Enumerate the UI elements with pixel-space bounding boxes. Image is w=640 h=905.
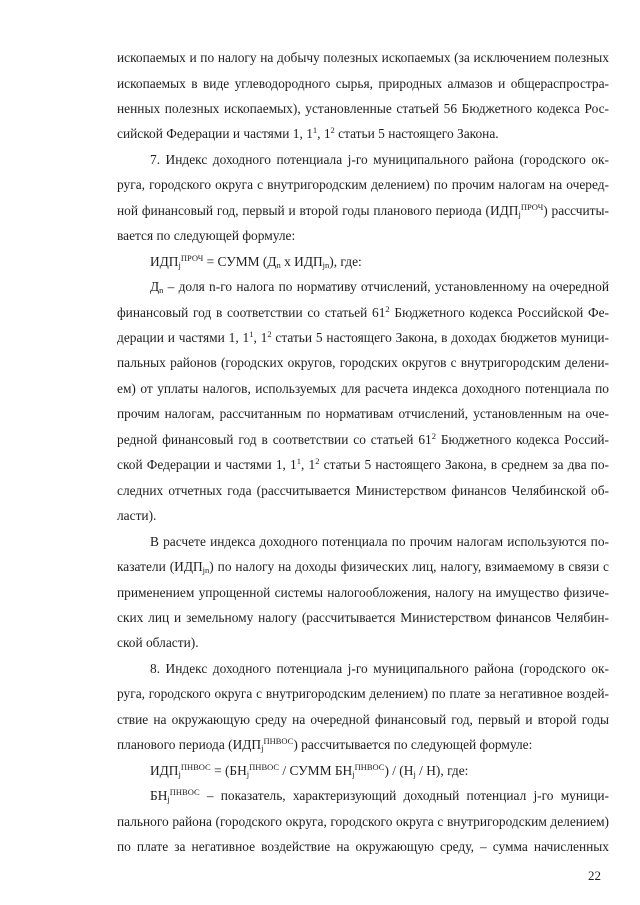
page-number: 22 (588, 868, 601, 883)
text-line: следних отчетных года (рассчитывается Министерством финансов Челябинской об- (117, 482, 609, 498)
text-line: применением упрощенной системы налогообложения, налогу на имущество физиче- (117, 584, 609, 600)
text-line: финансовый год в соответствии со статьей $61^2$ Бюджетного кодекса Российской Фе- (117, 303, 610, 320)
text-line: ских лиц и земельному налогу (рассчитывается Министерством финансов Челябин- (117, 609, 609, 625)
text-line: ской области). (117, 635, 199, 651)
text-line: ской Федерации и частями 1, $1^1$, $1^2$ статьи 5 настоящего Закона, в среднем за два по- (117, 456, 610, 473)
text-line: прочим налогам, рассчитанным по нормативам отчислений, установленным на оче- (117, 406, 609, 422)
text-line: пального района (городского округа, городского округа с внутригородским делением) (117, 813, 609, 829)
text-line: $Д_n$ – доля n-го налога по нормативу отчислений, установленному на очередной (150, 279, 609, 296)
text-line: ископаемых в виде углеводородного сырья, природных алмазов и общераспростра- (117, 75, 609, 91)
formula-line: $ИДП_j^{ПРОЧ}$ = СУММ ($Д_n$ x $ИДП_{jn}$), где: (150, 252, 362, 270)
text-line: В расчете индекса доходного потенциала по прочим налогам используются по- (150, 533, 609, 549)
text-line: ископаемых и по налогу на добычу полезных ископаемых (за исключением полезных (117, 50, 609, 65)
text-line: пальных районов (городских округов, городских округов с внутригородским делени- (117, 355, 609, 371)
text-line: вается по следующей формуле: (117, 228, 296, 244)
text-line: ненных полезных ископаемых), установленные статьей 56 Бюджетного кодекса Рос- (117, 100, 609, 116)
text-line: редной финансовый год в соответствии со статьей $61^2$ Бюджетного кодекса Россий- (117, 430, 609, 447)
text-line: ствие на окружающую среду на очередной финансовый год, первый и второй годы (117, 711, 609, 727)
text-line: 8. Индекс доходного потенциала j-го муниципального района (городского ок- (150, 660, 609, 676)
text-line: 7. Индекс доходного потенциала j-го муниципального района (городского ок- (150, 151, 609, 167)
text-line: по плате за негативное воздействие на окружающую среду, – сумма начисленных (117, 839, 609, 854)
text-line: казатели $(ИДП_{jn})$ по налогу на доходы физических лиц, налогу, взимаемому в связи с (117, 559, 609, 575)
formula-line: $ИДП_j^{ПНВОС} = (БН_j^{ПНВОС}$ / СУММ $БН_j^{ПНВОС}) / (Н_j / Н)$, где: (150, 761, 469, 779)
text-line: планового периода $(ИДП_j^{ПНВОС})$ рассчитывается по следующей формуле: (117, 736, 533, 754)
text-line: $БН_j^{ПНВОС}$ – показатель, характеризующий доходный потенциал j-го муници- (150, 787, 609, 805)
text-line: ласти). (117, 508, 157, 524)
text-line: ем) от уплаты налогов, используемых для расчета индекса доходного потенциала по (117, 380, 609, 396)
text-line: руга, городского округа с внутригородским делением) по прочим налогам на очеред- (117, 177, 609, 193)
text-line: ной финансовый год, первый и второй годы планового периода $(ИДП_j^{ПРОЧ})$ рассчиты- (117, 201, 609, 219)
text-line: руга, городского округа с внутригородским делением) по плате за негативное воздей- (117, 686, 609, 702)
text-line: дерации и частями 1, $1^1$, $1^2$ статьи 5 настоящего Закона, в доходах бюджетов муници- (117, 329, 610, 345)
text-line: сийской Федерации и частями 1, $1^1$, $1^2$ статьи 5 настоящего Закона. (117, 125, 499, 142)
